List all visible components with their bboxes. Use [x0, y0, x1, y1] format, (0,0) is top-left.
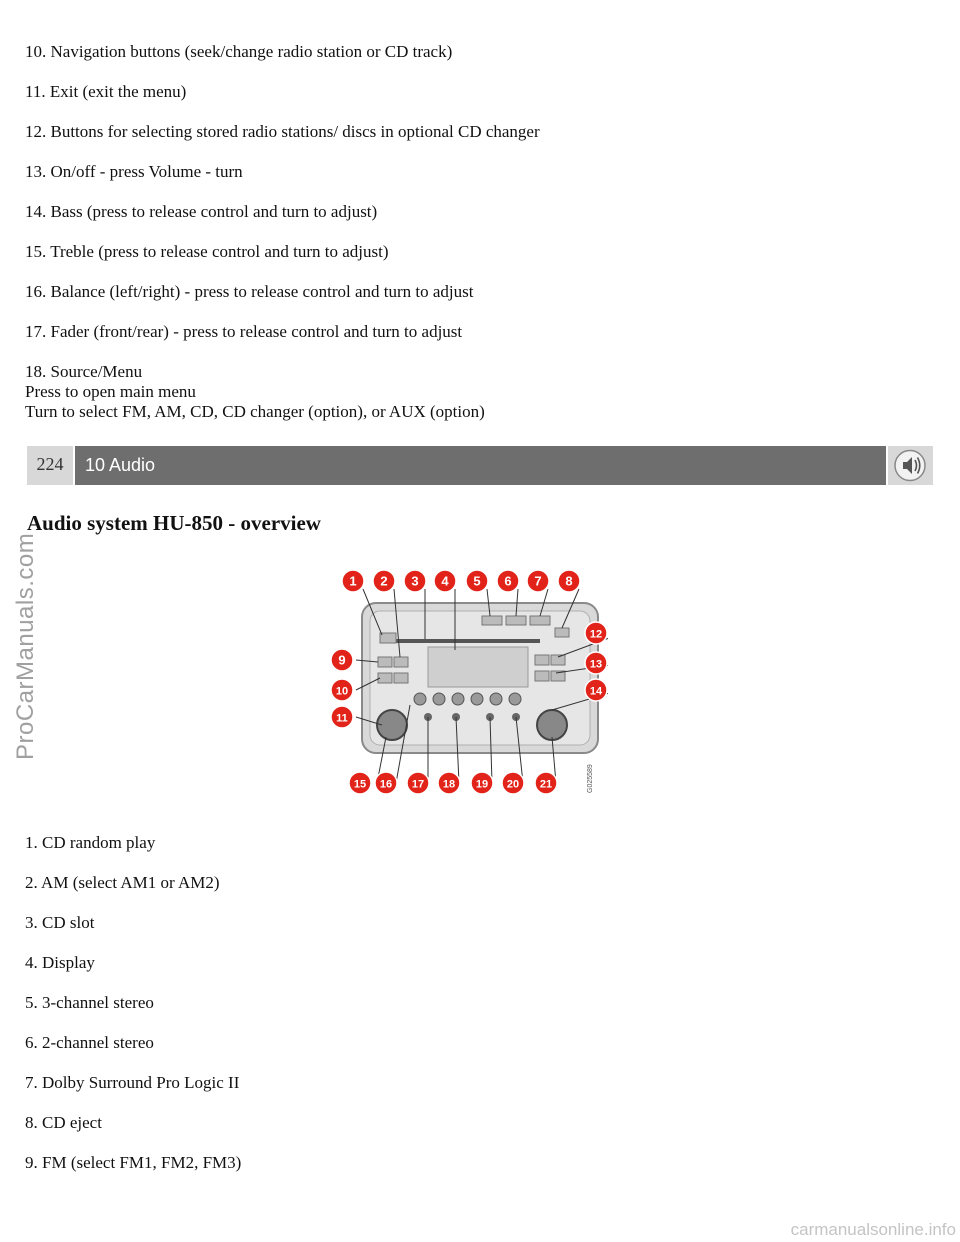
callout-number: 9 — [338, 652, 346, 668]
callout-number: 15 — [353, 778, 367, 791]
figure-code: G025589 — [587, 764, 594, 793]
callout-number: 17 — [411, 778, 425, 791]
speaker-icon — [888, 446, 933, 485]
callout-number: 5 — [473, 573, 481, 589]
list-item-detail: Press to open main menu — [25, 382, 196, 401]
callout-number: 1 — [349, 573, 357, 589]
callout-number: 7 — [534, 573, 542, 589]
audio-unit-figure — [330, 565, 608, 800]
page-title: Audio system HU-850 - overview — [27, 511, 321, 535]
footer-watermark: carmanualsonline.info — [790, 1220, 956, 1239]
callout-number: 2 — [380, 573, 388, 589]
callout-number: 13 — [589, 658, 603, 671]
list-item: 5. 3-channel stereo — [25, 993, 154, 1012]
speaker-icon-box — [888, 446, 933, 485]
list-item: 17. Fader (front/rear) - press to release control and turn to adjust — [25, 322, 463, 341]
side-watermark: ProCarManuals.com — [12, 532, 39, 760]
callout-number: 11 — [336, 712, 348, 725]
callout-number: 4 — [441, 573, 449, 589]
page-number: 224 — [27, 446, 73, 485]
callout-number: 19 — [475, 778, 489, 791]
list-item: 7. Dolby Surround Pro Logic II — [25, 1073, 240, 1092]
list-item: 15. Treble (press to release control and turn to adjust) — [25, 242, 389, 261]
callout-number: 3 — [411, 573, 419, 589]
callout-number: 16 — [379, 778, 393, 791]
list-item: 13. On/off - press Volume - turn — [25, 162, 243, 181]
section-header — [27, 446, 933, 485]
list-item: 2. AM (select AM1 or AM2) — [25, 873, 220, 892]
section-title: 10 Audio — [75, 446, 886, 485]
list-item: 3. CD slot — [25, 913, 95, 932]
list-item: 10. Navigation buttons (seek/change radio station or CD track) — [25, 42, 453, 61]
callout-number: 12 — [589, 628, 603, 641]
list-item: 14. Bass (press to release control and turn to adjust) — [25, 202, 378, 221]
list-item: 1. CD random play — [25, 833, 156, 852]
callout-number: 14 — [589, 685, 603, 698]
callout-number: 18 — [442, 778, 456, 791]
list-item: 4. Display — [25, 953, 95, 972]
list-item-title: 18. Source/Menu — [25, 362, 143, 381]
list-item: 6. 2-channel stereo — [25, 1033, 154, 1052]
callout-number: 21 — [539, 778, 553, 791]
callout-number: 10 — [335, 685, 349, 698]
list-item-detail: Turn to select FM, AM, CD, CD changer (option), or AUX (option) — [25, 402, 485, 421]
list-item: 11. Exit (exit the menu) — [25, 82, 187, 101]
callout-number: 6 — [504, 573, 512, 589]
callout-number: 8 — [565, 573, 573, 589]
list-item: 9. FM (select FM1, FM2, FM3) — [25, 1153, 242, 1172]
list-item: 12. Buttons for selecting stored radio stations/ discs in optional CD changer — [25, 122, 540, 141]
list-item: 8. CD eject — [25, 1113, 102, 1132]
callout-number: 20 — [506, 778, 520, 791]
list-item: 16. Balance (left/right) - press to release control and turn to adjust — [25, 282, 474, 301]
